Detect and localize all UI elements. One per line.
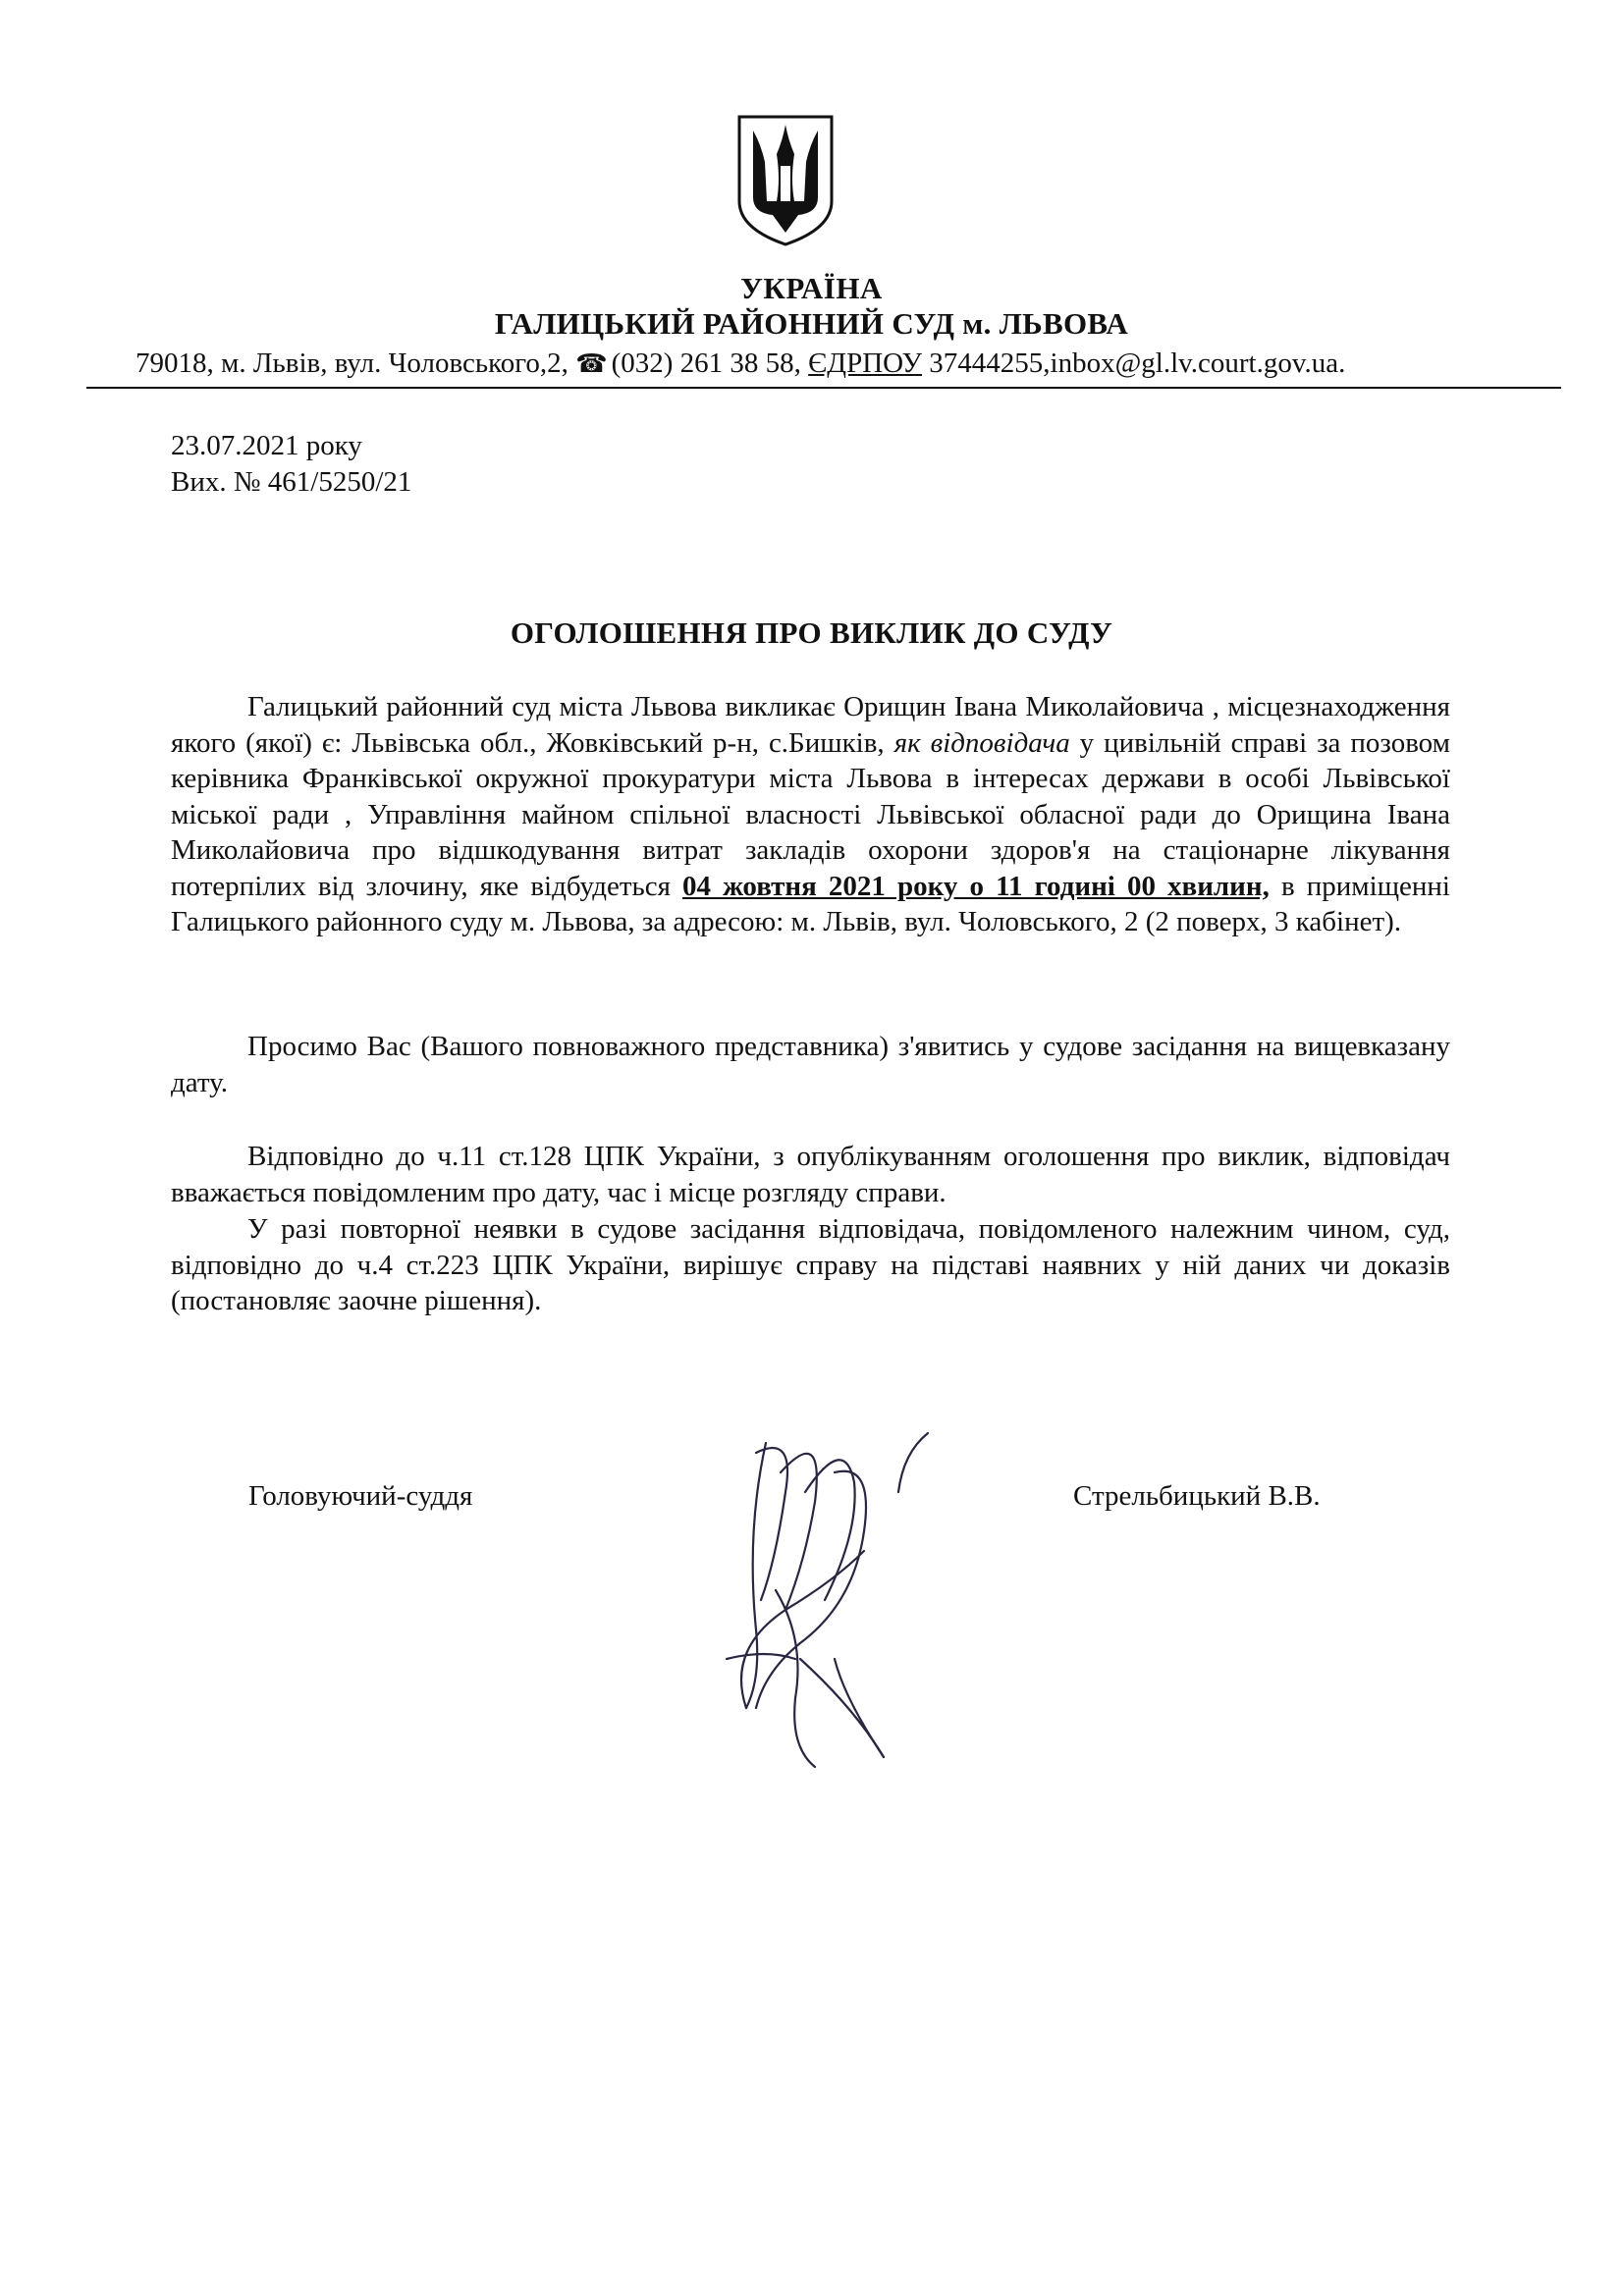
document-date: 23.07.2021 року bbox=[171, 430, 362, 461]
summons-role: як відповідача bbox=[893, 726, 1070, 759]
header-country: УКРАЇНА bbox=[740, 271, 883, 305]
notice-paragraph-default bbox=[171, 1211, 1450, 1319]
notice-paragraph-request bbox=[171, 1029, 1450, 1100]
header-court-name: ГАЛИЦЬКИЙ РАЙОННИЙ СУД м. ЛЬВОВА bbox=[494, 306, 1129, 341]
outgoing-number: Вих. № 461/5250/21 bbox=[171, 466, 412, 498]
handwritten-signature bbox=[687, 1414, 1001, 1787]
document-title: ОГОЛОШЕННЯ ПРО ВИКЛИК ДО СУДУ bbox=[510, 615, 1113, 650]
hearing-location: в приміщенні Галицького районного суду м. Львова, за адресою: м. Львів, вул. Чоловського, 2 (2 поверх, 3 кабінет). bbox=[171, 870, 1450, 937]
header-divider bbox=[86, 387, 1561, 389]
summons-case: у цивільній справі за позовом керівника Франківської окружної прокуратури міста Львова в інтересах держави в особі Львівської міської ради , Управління майном спільної власності Львівської обласної ради до Орищина Івана Миколайовича про відшкодування витрат закладів охорони здоров'я на стаціонарне лікування потерпілих від злочину, яке відбудеться bbox=[171, 726, 1450, 902]
request-text: Просимо Вас (Вашого повноважного представника) з'явитись у судове засідання на вищевказану дату. bbox=[171, 1031, 1450, 1098]
header-edrpou-email: 37444255,inbox@gl.lv.court.gov.ua. bbox=[929, 347, 1346, 379]
signatory-role: Головуючий-суддя bbox=[248, 1480, 473, 1512]
summons-intro: Галицький районний суд міста Львова викликає Орищин Івана Миколайовича , місцезнаходження якого (якої) є: Львівська обл., Жовківський р-н, с.Бишків, bbox=[171, 691, 1450, 759]
default-judgment-text: У разі повторної неявки в судове засідання відповідача, повідомленого належним чином, суд, відповідно до ч.4 ст.223 ЦПК України, вирішує справу на підставі наявних у ній даних чи доказів (постановляє заочне рішення). bbox=[171, 1213, 1450, 1316]
telephone-icon: ☎ bbox=[575, 349, 608, 378]
notice-paragraph-summons bbox=[171, 689, 1450, 940]
header-phone: (032) 261 38 58 bbox=[611, 347, 794, 379]
header-address: 79018, м. Львів, вул. Чоловського,2, bbox=[135, 347, 568, 379]
notice-paragraph-publication bbox=[171, 1139, 1450, 1210]
publication-text: Відповідно до ч.11 ст.128 ЦПК України, з опублікуванням оголошення про виклик, відповідач вважається повідомленим про дату, час і місце розгляду справи. bbox=[171, 1141, 1450, 1208]
hearing-datetime: 04 жовтня 2021 року о 11 годині 00 хвилин, bbox=[682, 870, 1270, 902]
trident-coat-of-arms-icon bbox=[731, 111, 839, 248]
header-edrpou-label: ЄДРПОУ bbox=[808, 347, 923, 379]
header-contacts: 79018, м. Львів, вул. Чоловського,2, ☎ (032) 261 38 58, ЄДРПОУ 37444255,inbox@gl.lv.court.gov.ua. bbox=[135, 347, 1346, 379]
signatory-name: Стрельбицький В.В. bbox=[1073, 1480, 1321, 1512]
